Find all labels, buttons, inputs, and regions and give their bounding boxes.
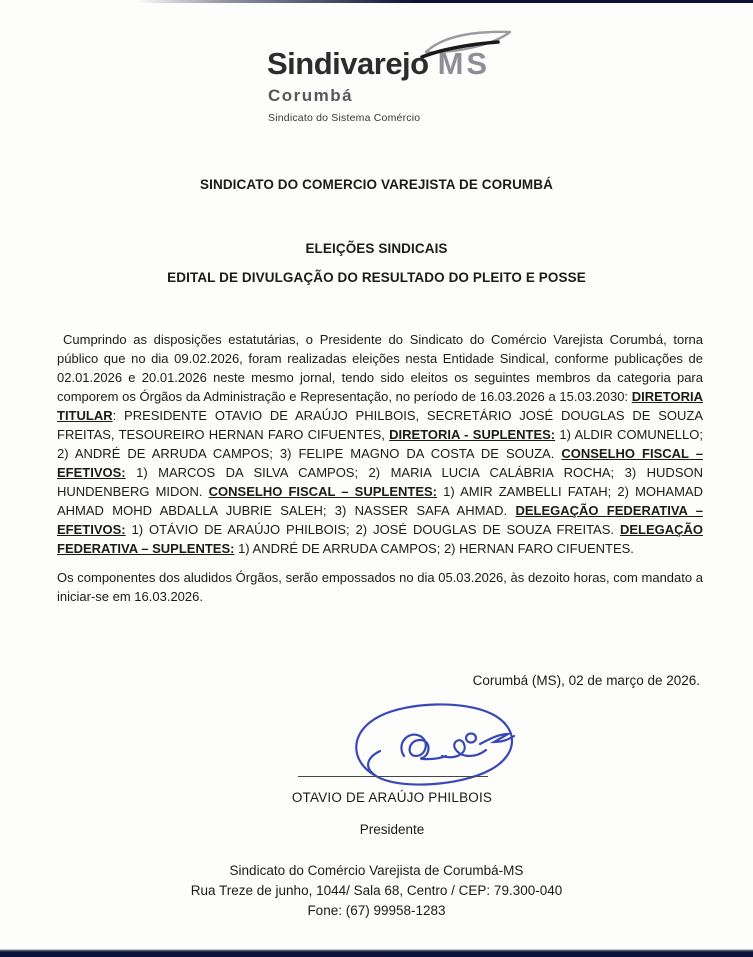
footer-phone: Fone: (67) 99958-1283 <box>307 903 446 918</box>
signature-line <box>298 776 488 777</box>
brand-name: Sindivarejo <box>267 46 429 81</box>
document-title: SINDICATO DO COMERCIO VAREJISTA DE CORUMBÁ <box>200 177 553 192</box>
footer-address: Rua Treze de junho, 1044/ Sala 68, Centro / CEP: 79.300-040 <box>190 883 563 898</box>
logo-city: Corumbá <box>268 86 354 105</box>
footer-org-name: Sindicato do Comércio Varejista de Corumbá-MS <box>229 863 524 878</box>
scan-edge-band-top <box>0 0 753 3</box>
brand-line <box>267 46 490 88</box>
signer-name: OTAVIO DE ARAÚJO PHILBOIS <box>291 790 493 805</box>
date-line: Corumbá (MS), 02 de março de 2026. <box>472 673 700 688</box>
signer-role: Presidente <box>359 822 425 837</box>
letterhead-logo <box>267 30 527 130</box>
footer <box>0 861 753 921</box>
scan-edge-band-bottom <box>0 949 753 957</box>
document-subtitle-edital: EDITAL DE DIVULGAÇÃO DO RESULTADO DO PLEITO E POSSE <box>167 270 586 285</box>
closing-paragraph: Os componentes dos aludidos Órgãos, serão empossados no dia 05.03.2026, às dezoito horas, com mandato a iniciar-se em 16.03.2026. <box>57 570 703 604</box>
main-paragraph: Cumprindo as disposições estatutárias, o Presidente do Sindicato do Comércio Varejista Corumbá, torna público que no dia 09.02.2026, foram realizadas eleições nesta Entidade Sindical, conforme publicações de 02.01.2026 e 20.01.2026 neste mesmo jornal, tendo sido eleitos os seguintes membros da categoria para comporem os Órgãos da Administração e Representação, no período de 16.03.2026 a 15.03.2030: DIRETORIA TITULAR: PRESIDENTE OTAVIO DE ARAÚJO PHILBOIS, SECRETÁRIO JOSÉ DOUGLAS DE SOUZA FREITAS, TESOUREIRO HERNAN FARO CIFUENTES, DIRETORIA - SUPLENTES: 1) ALDIR COMUNELLO; 2) ANDRÉ DE ARRUDA CAMPOS; 3) FELIPE MAGNO DA COSTA DE SOUZA. CONSELHO FISCAL – EFETIVOS: 1) MARCOS DA SILVA CAMPOS; 2) MARIA LUCIA CALÁBRIA ROCHA; 3) HUDSON HUNDENBERG MIDON. CONSELHO FISCAL – SUPLENTES: 1) AMIR ZAMBELLI FATAH; 2) MOHAMAD AHMAD MOHD ABDALLA JUBRIE SALEH; 3) NASSER SAFA AHMAD. DELEGAÇÃO FEDERATIVA – EFETIVOS: 1) OTÁVIO DE ARAÚJO PHILBOIS; 2) JOSÉ DOUGLAS DE SOUZA FREITAS. DELEGAÇÃO FEDERATIVA – SUPLENTES: 1) ANDRÉ DE ARRUDA CAMPOS; 2) HERNAN FARO CIFUENTES. <box>57 332 703 556</box>
brand-suffix: MS <box>437 46 491 81</box>
signature-scribble <box>342 698 522 793</box>
document-subtitle-elections: ELEIÇÕES SINDICAIS <box>305 241 448 256</box>
logo-tagline: Sindicato do Sistema Comércio <box>268 112 421 124</box>
